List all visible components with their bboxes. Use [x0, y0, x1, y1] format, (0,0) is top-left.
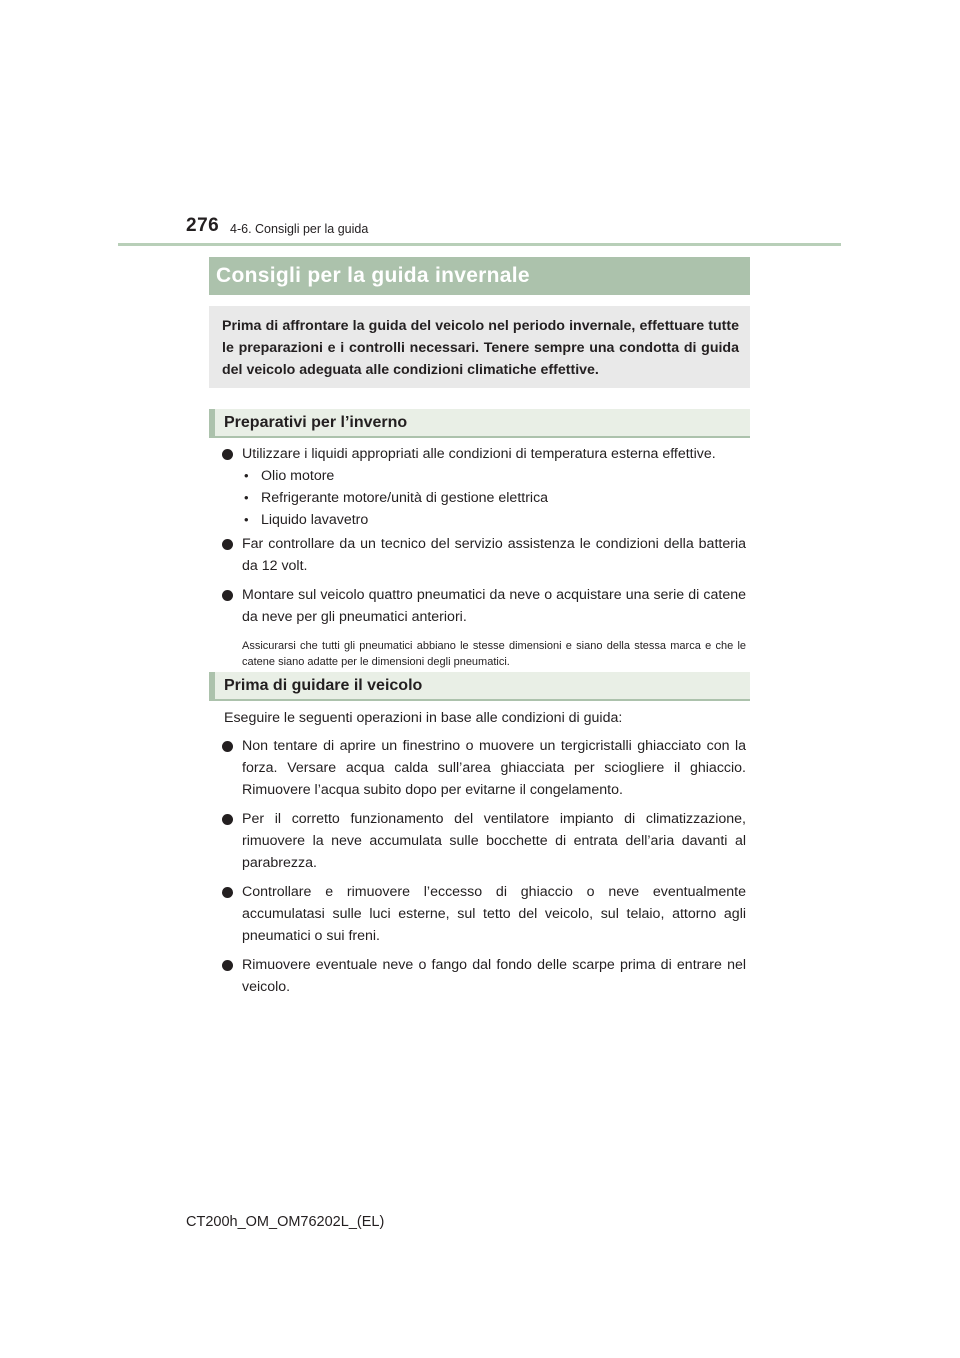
- bullet-icon: [222, 590, 233, 601]
- bullet-icon: [222, 960, 233, 971]
- list-item: [218, 808, 746, 874]
- section-before-driving-content: [218, 707, 746, 1005]
- middot-icon: •: [244, 490, 249, 505]
- fluids-sublist: [242, 465, 746, 531]
- sublist-item-text: Refrigerante motore/unità di gestione elettrica: [261, 490, 549, 506]
- list-item-text: Montare sul veicolo quattro pneumatici da neve o acquistare una serie di catene da neve per gli pneumatici anteriori.: [242, 587, 746, 625]
- page-number: 276: [186, 215, 220, 236]
- sublist-item-text: Liquido lavavetro: [261, 512, 369, 528]
- bullet-icon: [222, 887, 233, 898]
- middot-icon: •: [244, 468, 249, 483]
- bullet-icon: [222, 741, 233, 752]
- list-item: [218, 881, 746, 947]
- bullet-icon: [222, 449, 233, 460]
- list-item-text: Controllare e rimuovere l’eccesso di ghiaccio o neve eventualmente accumulatasi sulle luci esterne, sul tetto del veicolo, sul telaio, attorno agli pneumatici o sui freni.: [242, 884, 746, 944]
- sublist-item: [242, 465, 746, 487]
- section-heading-winter-prep: Preparativi per l’inverno: [209, 409, 750, 438]
- middot-icon: •: [244, 512, 249, 527]
- header-divider: [118, 243, 841, 246]
- list-item: [218, 954, 746, 998]
- sublist-item-text: Olio motore: [261, 468, 335, 484]
- bullet-icon: [222, 539, 233, 550]
- sublist-item: [242, 487, 746, 509]
- list-item-text: Far controllare da un tecnico del servizio assistenza le condizioni della batteria da 12 volt.: [242, 536, 746, 574]
- document-code: CT200h_OM_OM76202L_(EL): [186, 1214, 385, 1230]
- list-item: [218, 735, 746, 801]
- list-item-text: Rimuovere eventuale neve o fango dal fondo delle scarpe prima di entrare nel veicolo.: [242, 957, 746, 995]
- list-item: [218, 584, 746, 628]
- list-item-text: Non tentare di aprire un finestrino o muovere un tergicristalli ghiacciato con la forza. Versare acqua calda sull’area ghiacciata per sciogliere il ghiaccio. Rimuovere l’acqua subito dopo per evitarne il congelamento.: [242, 738, 746, 798]
- page-title: Consigli per la guida invernale: [216, 264, 530, 287]
- section-breadcrumb: 4-6. Consigli per la guida: [230, 222, 369, 236]
- tire-note: Assicurarsi che tutti gli pneumatici abbiano le stesse dimensioni e siano della stessa marca e che le catene siano adatte per le dimensioni degli pneumatici.: [242, 640, 746, 668]
- page-title-bar: [209, 257, 750, 295]
- section-lead-text: Eseguire le seguenti operazioni in base alle condizioni di guida:: [224, 710, 623, 726]
- bullet-icon: [222, 814, 233, 825]
- list-item-text: Per il corretto funzionamento del ventilatore impianto di climatizzazione, rimuovere la neve accumulata sulle bocchette di entrata dell’aria davanti al parabrezza.: [242, 811, 746, 871]
- intro-box: Prima di affrontare la guida del veicolo nel periodo invernale, effettuare tutte le preparazioni e i controlli necessari. Tenere sempre una condotta di guida del veicolo adeguata alle condizioni climatiche effettive.: [209, 306, 750, 388]
- sublist-item: [242, 509, 746, 531]
- list-item: [218, 533, 746, 577]
- section-winter-prep-content: [218, 443, 746, 670]
- list-item: [218, 443, 746, 531]
- list-item-text: Utilizzare i liquidi appropriati alle condizioni di temperatura esterna effettive.: [242, 446, 716, 462]
- section-heading-before-driving: Prima di guidare il veicolo: [209, 672, 750, 701]
